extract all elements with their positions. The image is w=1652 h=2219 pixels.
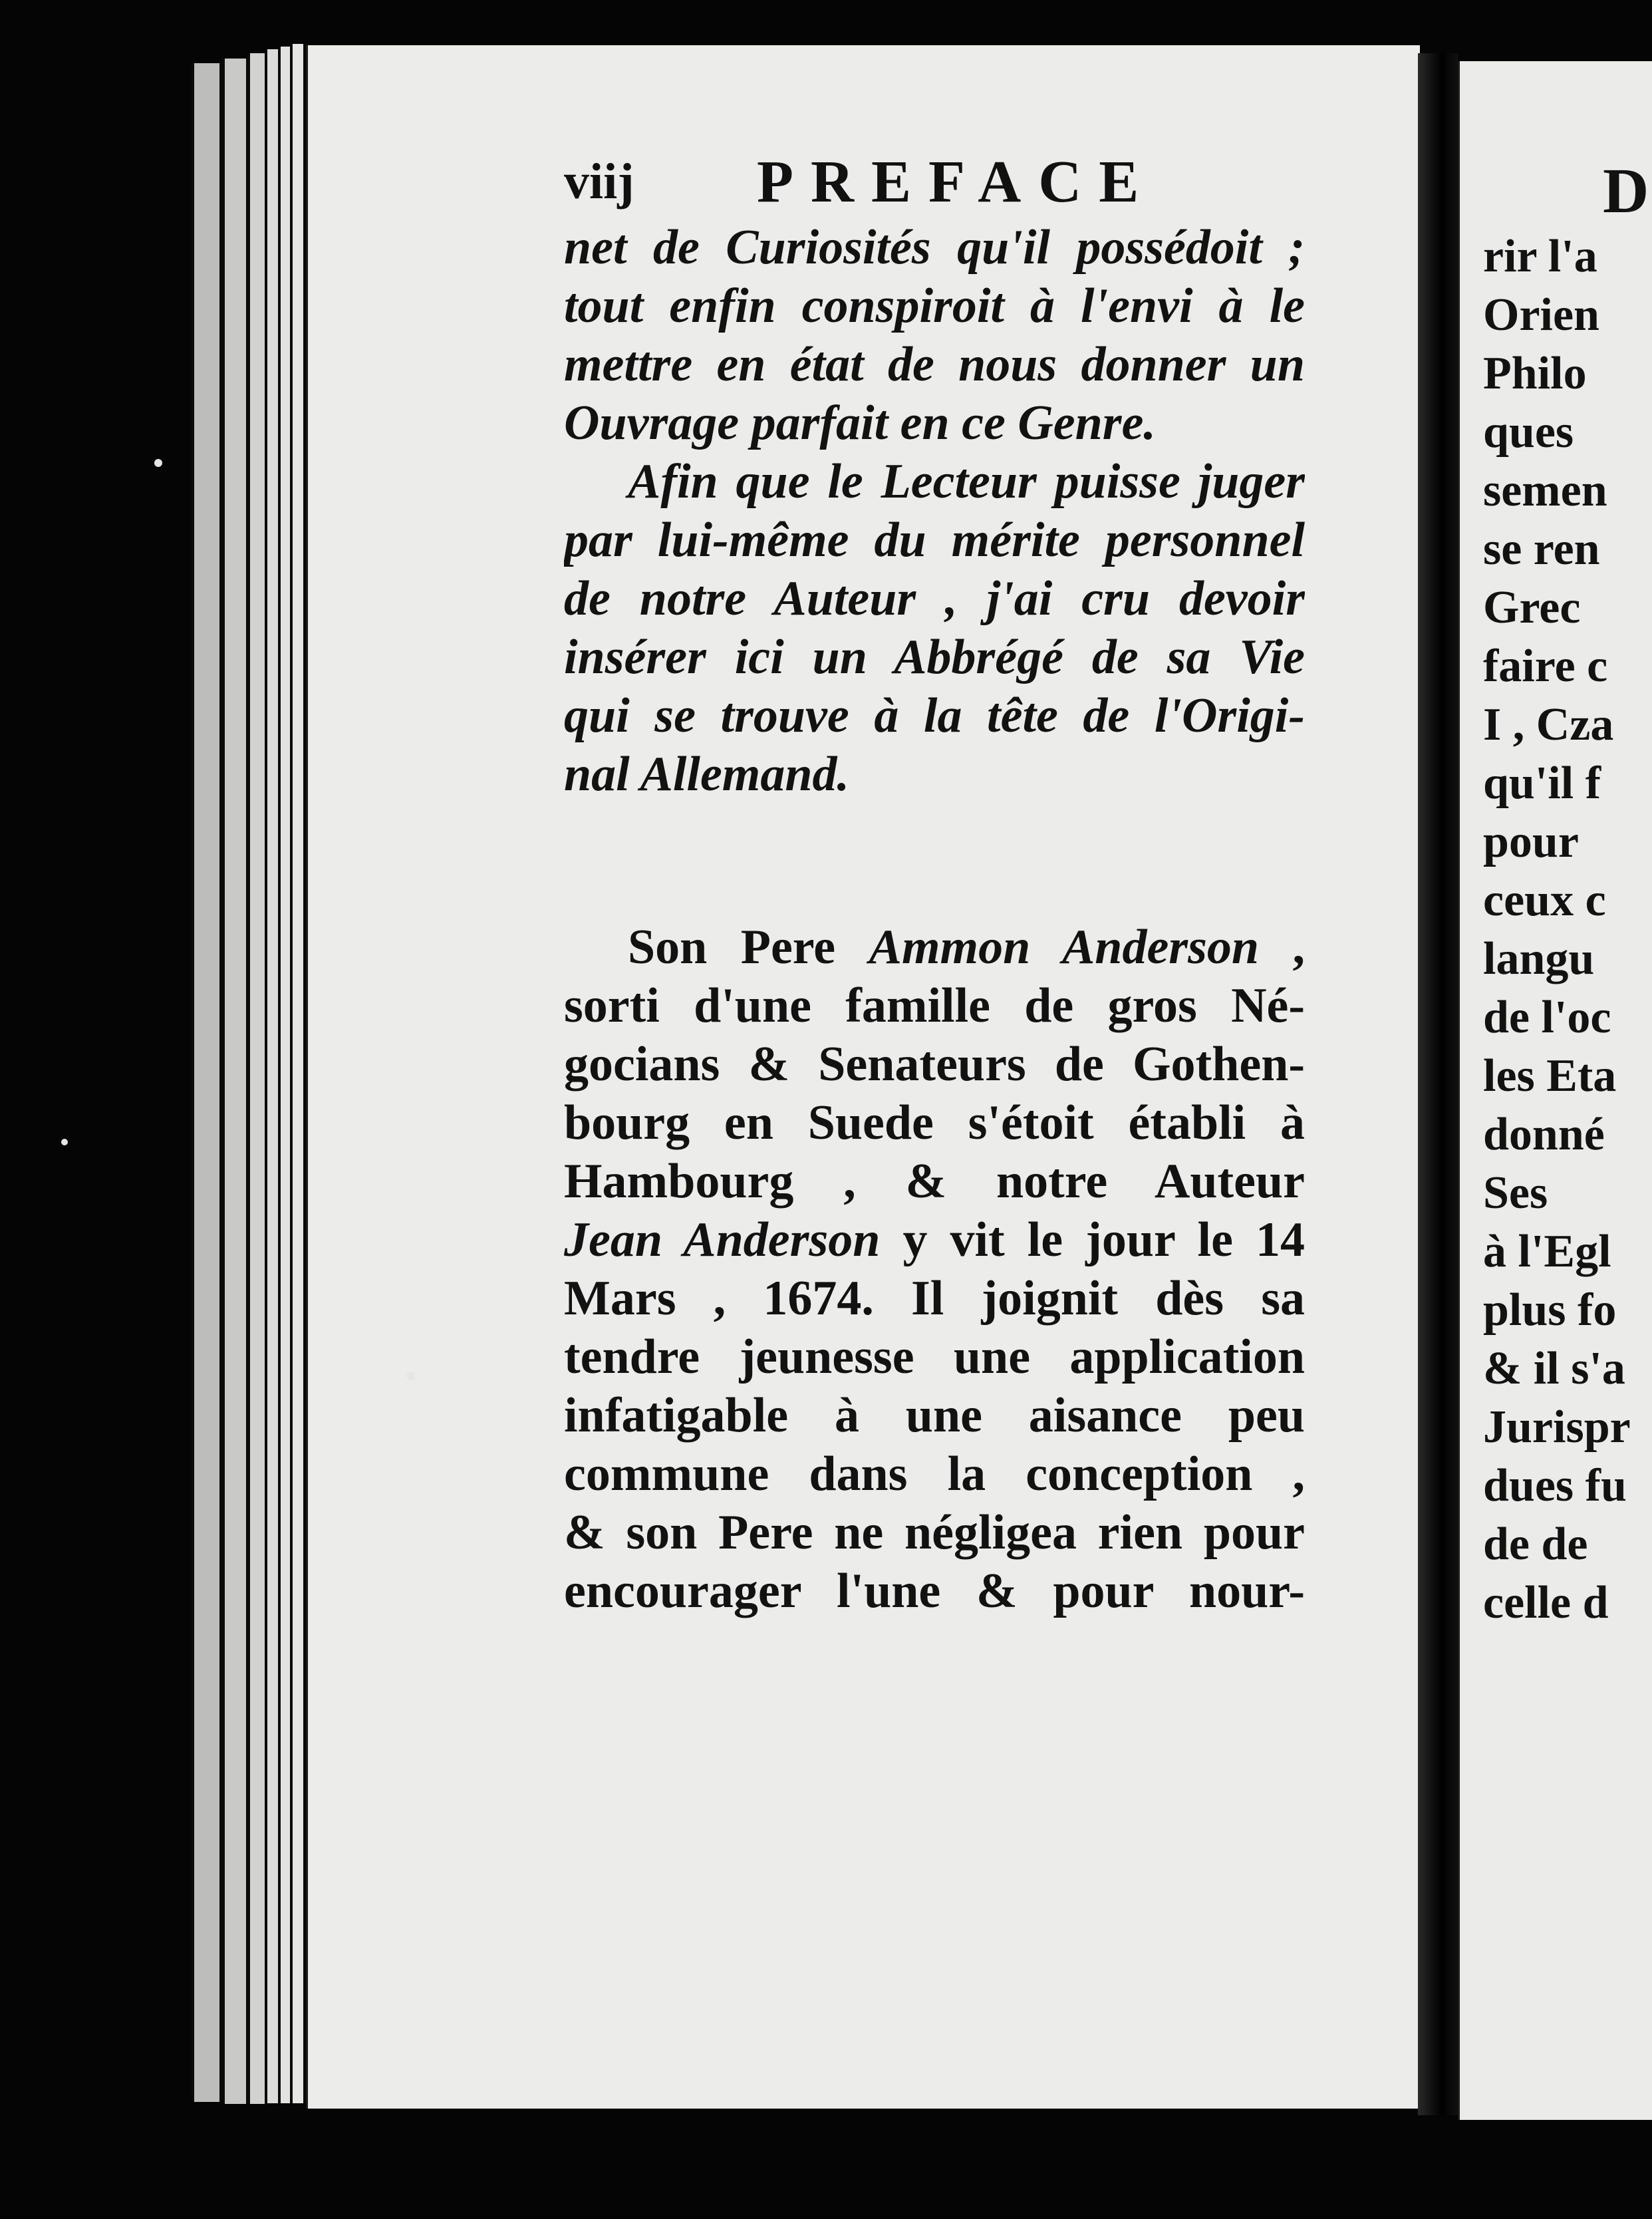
text-line: qui se trouve à la tête de l'Origi- — [564, 688, 1305, 743]
text-line: bourg en Suede s'étoit établi à — [564, 1096, 1305, 1150]
text-line: langu — [1483, 933, 1595, 984]
dust-speck — [61, 1139, 68, 1145]
text-line: encourager l'une & pour nour- — [564, 1564, 1305, 1618]
italic-text-block — [564, 218, 1305, 804]
page-edge — [192, 63, 222, 2102]
text-line: gocians & Senateurs de Gothen- — [564, 1037, 1305, 1092]
text-line: Philo — [1483, 348, 1587, 399]
dust-speck — [154, 459, 162, 467]
text-line: Son Pere Ammon Anderson , — [628, 920, 1305, 974]
text-line: commune dans la conception , — [564, 1447, 1305, 1501]
text-line: tout enfin conspiroit à l'envi à le — [564, 279, 1305, 333]
running-title: PREFACE — [757, 149, 1157, 215]
text-line: Afin que le Lecteur puisse juger — [628, 454, 1305, 509]
text-line: I , Cza — [1483, 699, 1614, 750]
text-line: Mars , 1674. Il joignit dès sa — [564, 1271, 1305, 1326]
text-line: & son Pere ne négligea rien pour — [564, 1505, 1305, 1560]
text-line: Jean Anderson y vit le jour le 14 — [564, 1213, 1305, 1267]
page-number: viij — [564, 154, 634, 210]
text-line: de notre Auteur , j'ai cru devoir — [564, 571, 1305, 626]
text-line: Ouvrage parfait en ce Genre. — [564, 396, 1156, 450]
text-line: Ses — [1483, 1167, 1548, 1219]
text-line: semen — [1483, 465, 1607, 516]
text-line: Hambourg , & notre Auteur — [564, 1154, 1305, 1209]
text-line: faire c — [1483, 641, 1608, 692]
text-line: Orien — [1483, 289, 1599, 341]
page-edge — [290, 44, 306, 2103]
text-line: nal Allemand. — [564, 747, 850, 802]
text-line: pour — [1483, 816, 1579, 867]
text-line: sorti d'une famille de gros Né- — [564, 978, 1305, 1033]
text-line: par lui-même du mérite personnel — [564, 513, 1305, 567]
text-line: celle d — [1483, 1577, 1609, 1628]
text-line: ceux c — [1483, 875, 1606, 926]
text-line: de de — [1483, 1519, 1588, 1570]
text-line: infatigable à une aisance peu — [564, 1388, 1305, 1443]
text-line: donné — [1483, 1109, 1605, 1160]
text-line: de l'oc — [1483, 992, 1611, 1043]
text-line: les Eta — [1483, 1050, 1617, 1102]
dust-speck — [407, 1372, 415, 1381]
text-line: se ren — [1483, 523, 1600, 575]
running-head — [564, 148, 1309, 221]
text-line: Grec — [1483, 582, 1581, 633]
text-line: insérer ici un Abbrégé de sa Vie — [564, 630, 1305, 684]
text-line: dues fu — [1483, 1460, 1627, 1511]
text-line: rir l'a — [1483, 231, 1597, 282]
text-line: qu'il f — [1483, 758, 1601, 809]
text-line: ques — [1483, 406, 1574, 458]
text-line: Jurispr — [1483, 1402, 1631, 1453]
text-line: tendre jeunesse une application — [564, 1330, 1305, 1384]
text-line: plus fo — [1483, 1284, 1617, 1336]
text-line: net de Curiosités qu'il possédoit ; — [564, 220, 1305, 275]
roman-text-block — [564, 918, 1305, 1620]
drop-capital: D — [1603, 155, 1649, 226]
text-line: mettre en état de nous donner un — [564, 337, 1305, 392]
page-edge — [222, 59, 249, 2104]
text-line: & il s'a — [1483, 1343, 1625, 1394]
book-gutter — [1418, 53, 1458, 2115]
right-page-text — [1483, 154, 1652, 1632]
text-line: à l'Egl — [1483, 1226, 1611, 1277]
